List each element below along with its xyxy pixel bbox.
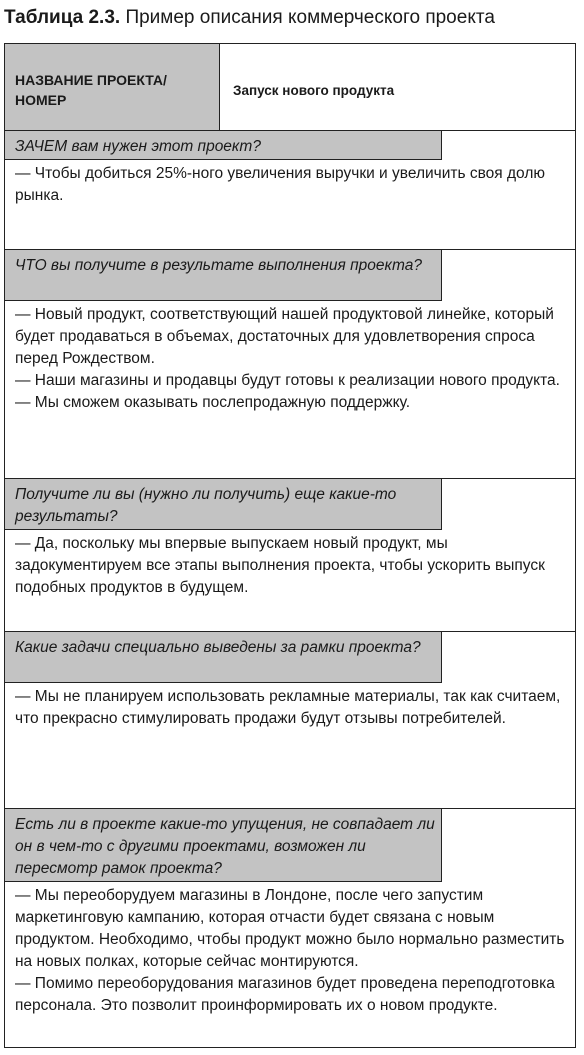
answer-line: — Помимо переоборудования магазинов будет проведена переподготовка персонала. Это позволит проинформировать их о новом продукте.: [15, 975, 555, 1014]
answer-line: — Мы не планируем использовать рекламные материалы, так как считаем, что прекрасно стимулировать продажи будут отзывы потребителей.: [15, 688, 561, 727]
answer-line: — Да, поскольку мы впервые выпускаем новый продукт, мы задокументируем все этапы выполнения проекта, чтобы ускорить выпуск подобных продуктов в будущем.: [15, 535, 545, 596]
table-caption: [4, 6, 495, 30]
answer-cell: [15, 533, 567, 599]
caption-label: Таблица 2.3.: [4, 7, 121, 28]
question-cell: Есть ли в проекте какие-то упущения, не совпадает ли он в чем-то с другими проектами, возможен ли пересмотр рамок проекта?: [5, 809, 442, 882]
table-header-row: [5, 44, 575, 131]
question-cell: Какие задачи специально выведены за рамки проекта?: [5, 632, 442, 683]
section-why: [5, 131, 575, 250]
project-name-label-line1: НАЗВАНИЕ ПРОЕКТА/: [15, 72, 167, 88]
question-cell: Получите ли вы (нужно ли получить) еще какие-то результаты?: [5, 479, 442, 530]
caption-title: Пример описания коммерческого проекта: [125, 7, 495, 28]
answer-cell: [15, 163, 567, 207]
project-name-label-line2: НОМЕР: [15, 92, 67, 108]
question-cell: ЧТО вы получите в результате выполнения проекта?: [5, 250, 442, 301]
answer-cell: [15, 686, 567, 730]
answer-cell: [15, 885, 567, 1017]
answer-cell: [15, 304, 567, 414]
section-gaps-overlaps: [5, 809, 575, 1047]
section-extra-results: [5, 479, 575, 632]
project-name-label-cell: [5, 44, 220, 130]
answer-line: — Мы сможем оказывать послепродажную поддержку.: [15, 394, 411, 411]
question-cell: ЗАЧЕМ вам нужен этот проект?: [5, 131, 442, 160]
section-out-of-scope: [5, 632, 575, 809]
answer-line: — Чтобы добиться 25%-ного увеличения выручки и увеличить своя долю рынка.: [15, 165, 545, 204]
section-what: [5, 250, 575, 479]
project-description-table: [4, 43, 576, 1048]
project-name-value-cell: Запуск нового продукта: [233, 83, 395, 98]
answer-line: — Новый продукт, соответствующий нашей продуктовой линейке, который будет продаваться в объемах, достаточных для удовлетворения спроса перед Рождеством.: [15, 306, 554, 367]
answer-line: — Мы переоборудуем магазины в Лондоне, после чего запустим маркетинговую кампанию, которая отчасти будет связана с новым продуктом. Необходимо, чтобы продукт можно было нормально разместить на новых полках, которые сейчас монтируются.: [15, 887, 565, 970]
answer-line: — Наши магазины и продавцы будут готовы к реализации нового продукта.: [15, 372, 560, 389]
